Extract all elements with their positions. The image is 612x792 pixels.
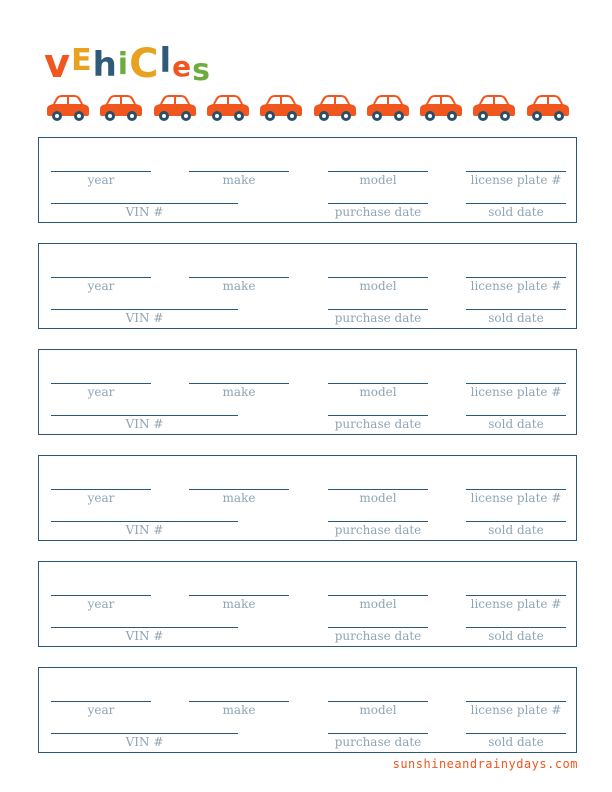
- fill-in-line: [466, 277, 566, 278]
- fill-in-line: [466, 489, 566, 490]
- car-icon: [206, 94, 250, 122]
- fill-in-line: [189, 489, 289, 490]
- model-label: model: [359, 385, 397, 399]
- fill-in-line: [51, 489, 151, 490]
- fill-in-line: [466, 595, 566, 596]
- fill-in-line: [466, 415, 566, 416]
- purchase-date-label: purchase date: [334, 417, 422, 431]
- make-label: make: [222, 491, 256, 505]
- fill-in-line: [328, 171, 428, 172]
- fill-in-line: [51, 733, 238, 734]
- make-label: make: [222, 703, 256, 717]
- fill-in-line: [51, 309, 238, 310]
- fill-in-line: [466, 383, 566, 384]
- vin-label: VIN #: [125, 735, 164, 749]
- license-plate-label: license plate #: [470, 173, 562, 187]
- purchase-date-label: purchase date: [334, 629, 422, 643]
- license-plate-label: license plate #: [470, 597, 562, 611]
- fill-in-line: [328, 309, 428, 310]
- fill-in-line: [466, 627, 566, 628]
- vin-label: VIN #: [125, 417, 164, 431]
- fill-in-line: [328, 203, 428, 204]
- year-label: year: [87, 597, 115, 611]
- car-icon: [472, 94, 516, 122]
- make-label: make: [222, 385, 256, 399]
- car-icon: [153, 94, 197, 122]
- license-plate-label: license plate #: [470, 279, 562, 293]
- fill-in-line: [466, 733, 566, 734]
- license-plate-label: license plate #: [470, 491, 562, 505]
- fill-in-line: [51, 521, 238, 522]
- fill-in-line: [466, 203, 566, 204]
- car-icon: [46, 94, 90, 122]
- fill-in-line: [51, 383, 151, 384]
- fill-in-line: [51, 701, 151, 702]
- license-plate-label: license plate #: [470, 385, 562, 399]
- fill-in-line: [189, 595, 289, 596]
- fill-in-line: [189, 383, 289, 384]
- sold-date-label: sold date: [488, 629, 544, 643]
- make-label: make: [222, 173, 256, 187]
- fill-in-line: [466, 309, 566, 310]
- fill-in-line: [328, 521, 428, 522]
- vehicle-record-card: [38, 667, 577, 753]
- vehicle-record-card: [38, 137, 577, 223]
- title-letter: i: [117, 47, 129, 82]
- fill-in-line: [328, 415, 428, 416]
- fill-in-line: [189, 277, 289, 278]
- fill-in-line: [466, 171, 566, 172]
- page-title: [44, 34, 211, 88]
- sold-date-label: sold date: [488, 205, 544, 219]
- footer-website: sunshineandrainydays.com: [392, 757, 578, 771]
- title-letter: v: [44, 41, 71, 87]
- sold-date-label: sold date: [488, 311, 544, 325]
- fill-in-line: [51, 277, 151, 278]
- sold-date-label: sold date: [488, 523, 544, 537]
- fill-in-line: [466, 521, 566, 522]
- car-icon: [259, 94, 303, 122]
- license-plate-label: license plate #: [470, 703, 562, 717]
- purchase-date-label: purchase date: [334, 205, 422, 219]
- fill-in-line: [328, 277, 428, 278]
- title-letter: e: [172, 50, 192, 83]
- car-icon: [366, 94, 410, 122]
- fill-in-line: [328, 489, 428, 490]
- purchase-date-label: purchase date: [334, 735, 422, 749]
- car-icon: [419, 94, 463, 122]
- year-label: year: [87, 703, 115, 717]
- make-label: make: [222, 597, 256, 611]
- fill-in-line: [328, 733, 428, 734]
- purchase-date-label: purchase date: [334, 523, 422, 537]
- year-label: year: [87, 279, 115, 293]
- vehicle-record-card: [38, 243, 577, 329]
- fill-in-line: [51, 415, 238, 416]
- model-label: model: [359, 491, 397, 505]
- vehicle-record-card: [38, 561, 577, 647]
- year-label: year: [87, 491, 115, 505]
- fill-in-line: [51, 203, 238, 204]
- sold-date-label: sold date: [488, 735, 544, 749]
- fill-in-line: [328, 595, 428, 596]
- model-label: model: [359, 173, 397, 187]
- car-icon: [99, 94, 143, 122]
- model-label: model: [359, 597, 397, 611]
- vin-label: VIN #: [125, 629, 164, 643]
- title-letter: s: [192, 53, 210, 88]
- car-icon-row: [46, 94, 574, 122]
- sold-date-label: sold date: [488, 417, 544, 431]
- car-icon: [526, 94, 570, 122]
- vin-label: VIN #: [125, 523, 164, 537]
- fill-in-line: [189, 171, 289, 172]
- fill-in-line: [51, 595, 151, 596]
- vin-label: VIN #: [125, 311, 164, 325]
- fill-in-line: [328, 383, 428, 384]
- fill-in-line: [328, 627, 428, 628]
- car-icon: [313, 94, 357, 122]
- fill-in-line: [328, 701, 428, 702]
- vin-label: VIN #: [125, 205, 164, 219]
- year-label: year: [87, 385, 115, 399]
- make-label: make: [222, 279, 256, 293]
- model-label: model: [359, 703, 397, 717]
- title-letter: C: [129, 41, 159, 87]
- vehicle-record-card: [38, 349, 577, 435]
- fill-in-line: [189, 701, 289, 702]
- vehicle-record-card: [38, 455, 577, 541]
- fill-in-line: [51, 171, 151, 172]
- year-label: year: [87, 173, 115, 187]
- fill-in-line: [51, 627, 238, 628]
- title-letter: E: [71, 43, 92, 78]
- title-letter: l: [159, 41, 172, 81]
- title-letter: h: [92, 45, 117, 85]
- purchase-date-label: purchase date: [334, 311, 422, 325]
- fill-in-line: [466, 701, 566, 702]
- model-label: model: [359, 279, 397, 293]
